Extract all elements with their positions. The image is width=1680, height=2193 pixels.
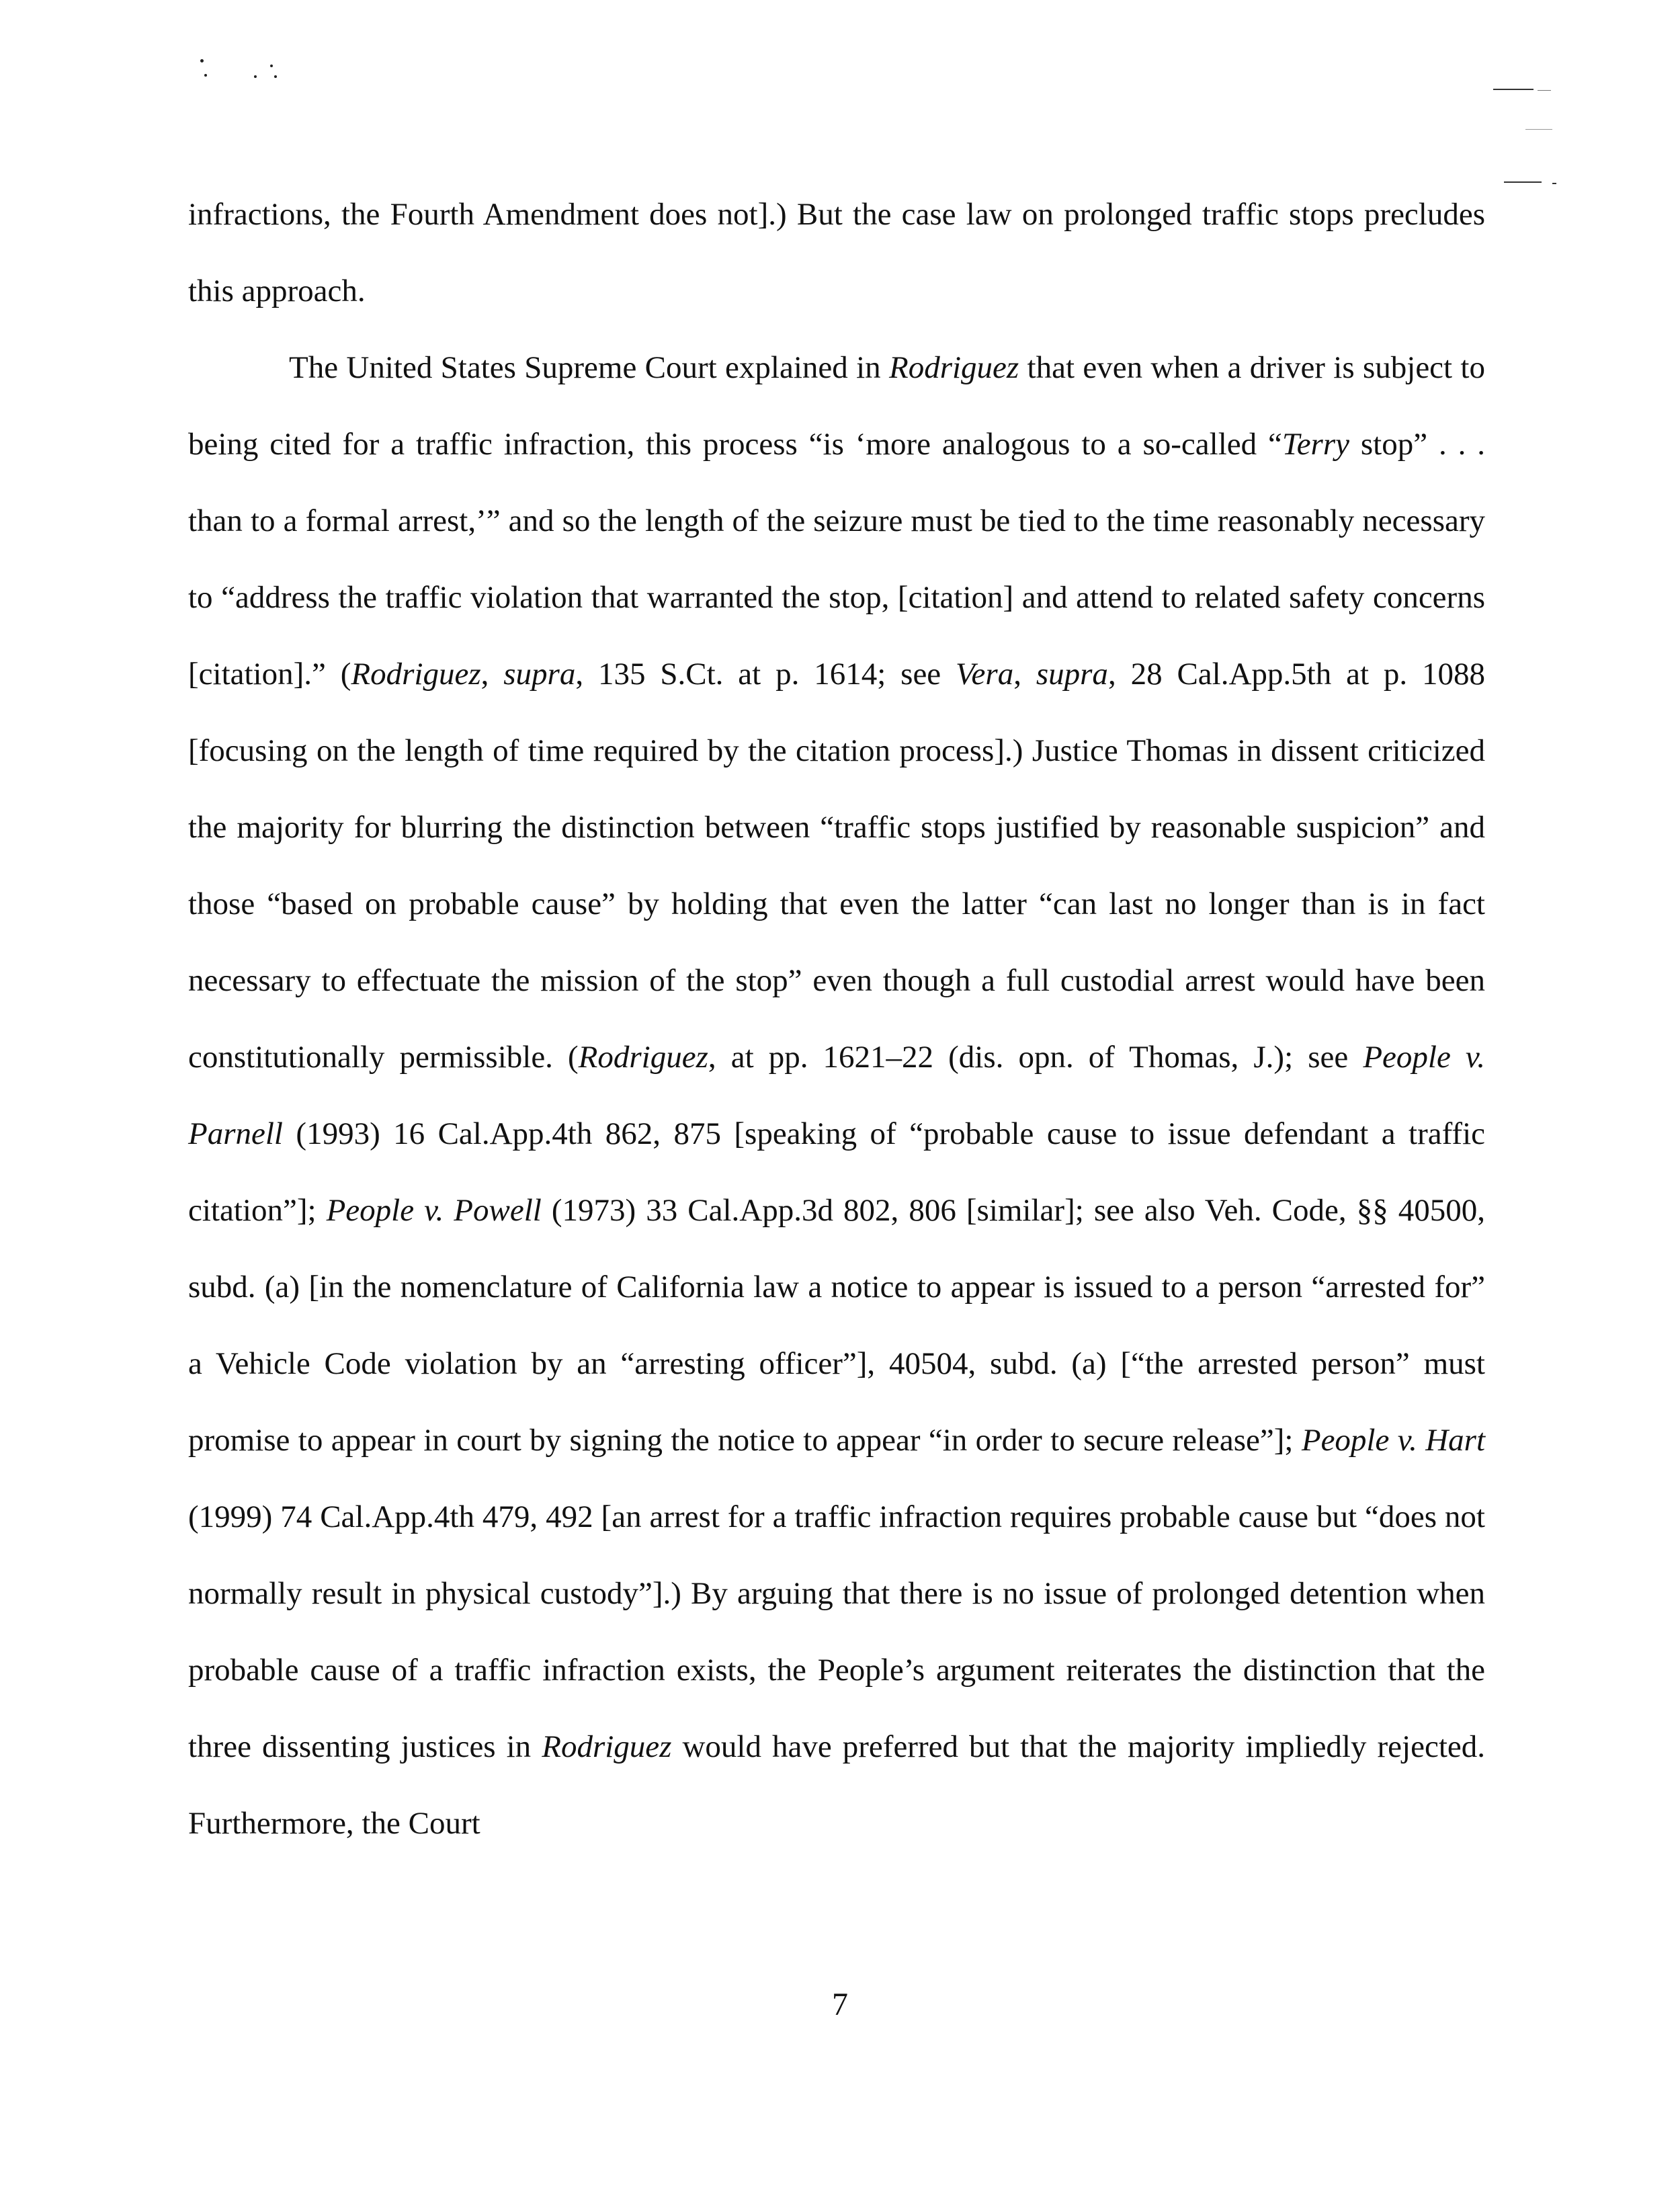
case-citation-italic: Vera xyxy=(956,657,1014,692)
paragraph-rodriguez-analysis xyxy=(188,329,1485,1862)
text-segment: , xyxy=(480,657,504,692)
scan-speck xyxy=(204,74,207,77)
body-text xyxy=(188,176,1485,1862)
text-segment: , 135 S.Ct. at p. 1614; see xyxy=(575,657,956,692)
text-segment: (1999) 74 Cal.App.4th 479, 492 [an arrest for a traffic infraction requires probable cause but “does not normally result in physical custody”].) By arguing that there is no issue of prolonged detention when probable cause of a traffic infraction exists, the People’s argument reiterates the distinction that the three dissenting justices in xyxy=(188,1499,1485,1764)
text-segment: would have preferred but that the majority impliedly rejected. Furthermore, the Court xyxy=(188,1729,1485,1841)
case-citation-italic: Rodriguez xyxy=(542,1729,672,1764)
case-citation-italic: Rodriguez xyxy=(351,657,481,692)
text-segment: that even when a driver is subject to being cited for a traffic infraction, this process “is ‘more analogous to a so-called “ xyxy=(188,350,1485,462)
text-segment: (1993) 16 Cal.App.4th 862, 875 [speaking of “probable cause to issue defendant a traffic citation”]; xyxy=(188,1116,1485,1228)
scan-speck xyxy=(200,59,204,63)
scan-speck xyxy=(270,65,273,67)
text-segment: The United States Supreme Court explained in xyxy=(289,350,889,385)
case-citation-italic: Terry xyxy=(1282,427,1350,462)
text-segment: infractions, the Fourth Amendment does not].) But the case law on prolonged traffic stops precludes this approach. xyxy=(188,197,1485,308)
text-segment: , 28 Cal.App.5th at p. 1088 [focusing on the length of time required by the citation process].) Justice Thomas in dissent criticized the majority for blurring the distinction between “traffic stops justified by reasonable suspicion” and those “based on probable cause” by holding that even the latter “can last no longer than is in fact necessary to effectuate the mission of the stop” even though a full custodial arrest would have been constitutionally permissible. ( xyxy=(188,657,1486,1075)
paragraph-continuation xyxy=(188,176,1485,329)
scan-edge-mark xyxy=(1552,183,1556,184)
case-citation-italic: People v. Hart xyxy=(1301,1423,1485,1458)
scan-speck xyxy=(254,75,257,78)
case-citation-italic: supra xyxy=(1036,657,1108,692)
scan-speck xyxy=(274,75,277,78)
scan-edge-mark xyxy=(1538,90,1551,91)
case-citation-italic: Rodriguez xyxy=(888,350,1019,385)
text-segment: , at pp. 1621–22 (dis. opn. of Thomas, J.); see xyxy=(708,1040,1363,1075)
text-segment: (1973) 33 Cal.App.3d 802, 806 [similar]; see also Veh. Code, §§ 40500, subd. (a) [in the nomenclature of California law a notice to appear is issued to a person “arrested for” a Vehicle Code violation by an “arresting officer”], 40504, subd. (a) [“the arrested person” must promise to appear in court by signing the notice to appear “in order to secure release”]; xyxy=(188,1193,1485,1458)
scan-edge-mark xyxy=(1493,89,1534,90)
scan-edge-mark xyxy=(1504,181,1542,183)
text-segment: , xyxy=(1013,657,1036,692)
case-citation-italic: supra xyxy=(503,657,576,692)
text-segment: stop” . . . than to a formal arrest,’” and so the length of the seizure must be tied to the time reasonably necessary to “address the traffic violation that warranted the stop, [citation] and attend to related safety concerns [citation].” ( xyxy=(188,427,1485,692)
case-citation-italic: Rodriguez xyxy=(578,1040,708,1075)
page-number: 7 xyxy=(832,1987,848,2022)
scan-edge-mark xyxy=(1525,129,1552,130)
case-citation-italic: People v. Powell xyxy=(326,1193,542,1228)
case-citation-italic: People v. Parnell xyxy=(188,1040,1486,1151)
